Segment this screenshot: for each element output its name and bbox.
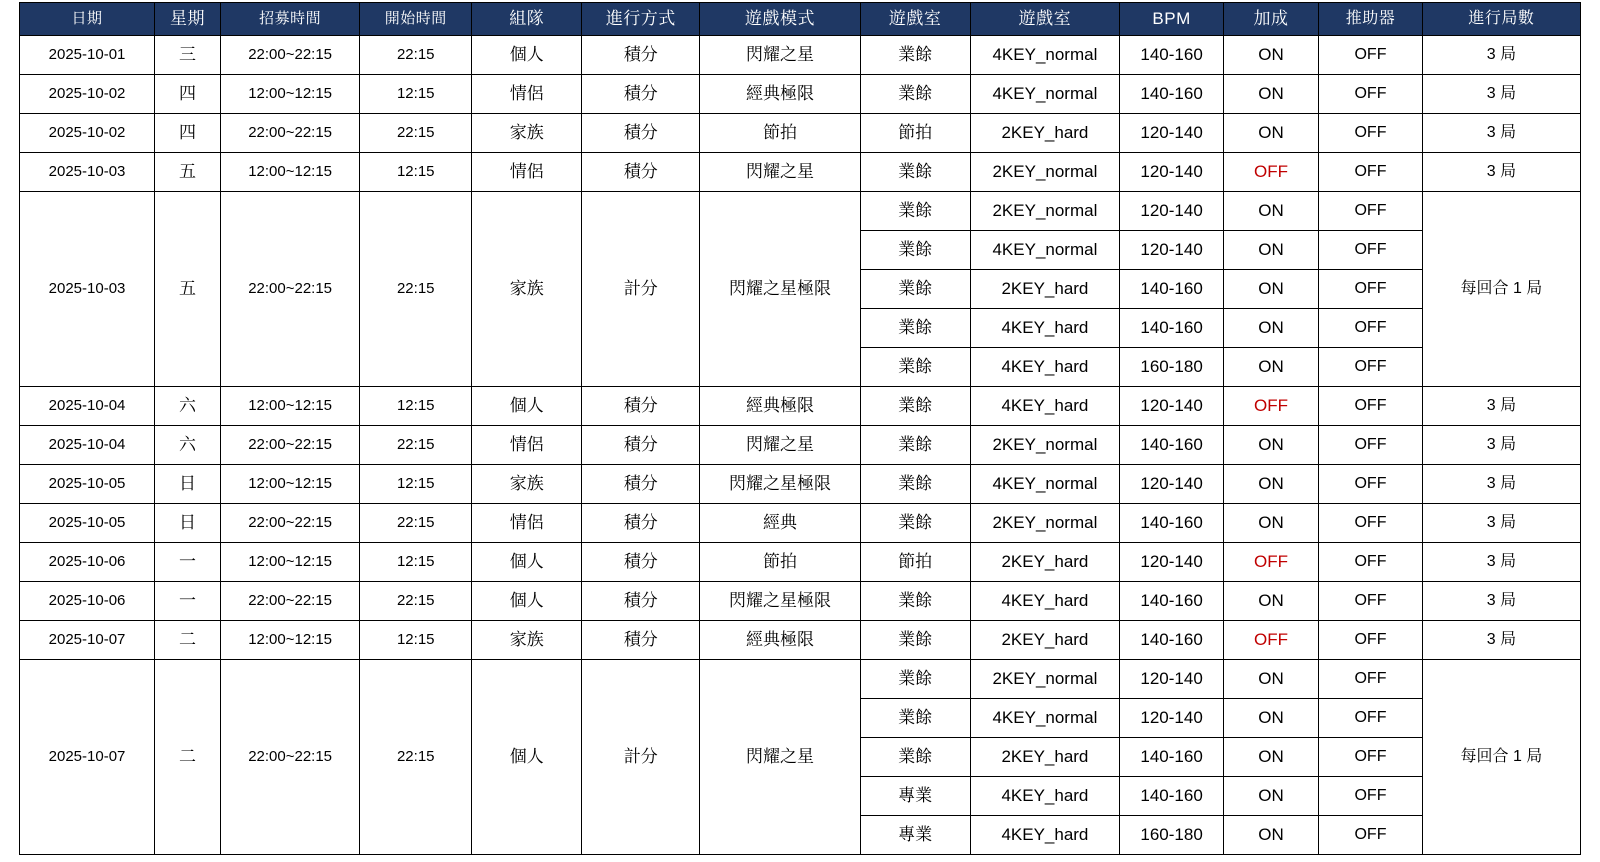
cell-buff: OFF: [1223, 621, 1318, 660]
cell-rounds: 3 局: [1422, 114, 1580, 153]
table-row: [20, 621, 1581, 660]
header-rounds: 進行局數: [1422, 3, 1580, 36]
cell-bpm: 120-140: [1120, 153, 1224, 192]
cell-weekday: 三: [155, 36, 221, 75]
cell-assist: OFF: [1319, 738, 1423, 777]
cell-game-room-2: 4KEY_hard: [970, 816, 1120, 855]
cell-assist: OFF: [1319, 621, 1423, 660]
cell-date: 2025-10-03: [20, 192, 155, 387]
cell-team: 家族: [472, 621, 582, 660]
cell-team: 個人: [472, 660, 582, 855]
cell-weekday: 日: [155, 465, 221, 504]
cell-assist: OFF: [1319, 387, 1423, 426]
cell-start-time: 22:15: [360, 426, 472, 465]
cell-team: 家族: [472, 114, 582, 153]
cell-method: 積分: [582, 504, 700, 543]
cell-game-room-2: 4KEY_hard: [970, 309, 1120, 348]
cell-start-time: 12:15: [360, 387, 472, 426]
cell-game-room-1: 業餘: [860, 465, 970, 504]
cell-assist: OFF: [1319, 309, 1423, 348]
cell-game-room-2: 2KEY_normal: [970, 426, 1120, 465]
cell-game-room-2: 4KEY_hard: [970, 348, 1120, 387]
cell-bpm: 160-180: [1120, 816, 1224, 855]
cell-game-mode: 經典極限: [700, 621, 860, 660]
cell-game-mode: 節拍: [700, 543, 860, 582]
cell-assist: OFF: [1319, 75, 1423, 114]
cell-bpm: 120-140: [1120, 387, 1224, 426]
cell-recruit-time: 22:00~22:15: [221, 36, 360, 75]
cell-bpm: 120-140: [1120, 543, 1224, 582]
table-row: [20, 465, 1581, 504]
table-row: [20, 426, 1581, 465]
cell-game-room-2: 2KEY_normal: [970, 192, 1120, 231]
cell-team: 個人: [472, 543, 582, 582]
cell-bpm: 120-140: [1120, 231, 1224, 270]
header-assist: 推助器: [1319, 3, 1423, 36]
cell-buff: ON: [1223, 75, 1318, 114]
cell-method: 積分: [582, 114, 700, 153]
cell-assist: OFF: [1319, 699, 1423, 738]
cell-game-room-1: 業餘: [860, 348, 970, 387]
cell-rounds: 每回合 1 局: [1422, 192, 1580, 387]
schedule-container: [19, 0, 1581, 855]
cell-team: 家族: [472, 192, 582, 387]
cell-game-room-2: 2KEY_normal: [970, 660, 1120, 699]
cell-bpm: 140-160: [1120, 621, 1224, 660]
cell-start-time: 12:15: [360, 153, 472, 192]
cell-game-room-1: 業餘: [860, 582, 970, 621]
table-row: [20, 582, 1581, 621]
header-date: 日期: [20, 3, 155, 36]
cell-date: 2025-10-01: [20, 36, 155, 75]
cell-recruit-time: 12:00~12:15: [221, 75, 360, 114]
cell-recruit-time: 12:00~12:15: [221, 621, 360, 660]
cell-start-time: 22:15: [360, 504, 472, 543]
cell-bpm: 120-140: [1120, 192, 1224, 231]
cell-weekday: 二: [155, 660, 221, 855]
cell-weekday: 五: [155, 153, 221, 192]
cell-recruit-time: 22:00~22:15: [221, 504, 360, 543]
cell-rounds: 3 局: [1422, 36, 1580, 75]
cell-assist: OFF: [1319, 465, 1423, 504]
cell-bpm: 120-140: [1120, 660, 1224, 699]
cell-game-room-2: 4KEY_hard: [970, 582, 1120, 621]
cell-rounds: 3 局: [1422, 387, 1580, 426]
cell-rounds: 3 局: [1422, 621, 1580, 660]
table-row: [20, 387, 1581, 426]
cell-method: 積分: [582, 582, 700, 621]
cell-date: 2025-10-07: [20, 621, 155, 660]
cell-game-room-1: 業餘: [860, 621, 970, 660]
cell-game-room-1: 專業: [860, 777, 970, 816]
cell-weekday: 四: [155, 75, 221, 114]
cell-weekday: 五: [155, 192, 221, 387]
cell-weekday: 日: [155, 504, 221, 543]
cell-game-room-1: 業餘: [860, 426, 970, 465]
header-bpm: BPM: [1120, 3, 1224, 36]
cell-assist: OFF: [1319, 816, 1423, 855]
cell-rounds: 3 局: [1422, 582, 1580, 621]
cell-recruit-time: 22:00~22:15: [221, 426, 360, 465]
cell-method: 計分: [582, 192, 700, 387]
cell-buff: ON: [1223, 36, 1318, 75]
cell-bpm: 140-160: [1120, 738, 1224, 777]
cell-game-mode: 經典極限: [700, 75, 860, 114]
header-buff: 加成: [1223, 3, 1318, 36]
cell-assist: OFF: [1319, 192, 1423, 231]
cell-method: 積分: [582, 465, 700, 504]
cell-buff: ON: [1223, 270, 1318, 309]
cell-game-room-1: 業餘: [860, 309, 970, 348]
cell-game-room-1: 業餘: [860, 231, 970, 270]
cell-buff: ON: [1223, 348, 1318, 387]
cell-buff: ON: [1223, 465, 1318, 504]
cell-buff: ON: [1223, 816, 1318, 855]
cell-date: 2025-10-07: [20, 660, 155, 855]
cell-buff: ON: [1223, 114, 1318, 153]
cell-game-room-2: 2KEY_hard: [970, 738, 1120, 777]
cell-rounds: 3 局: [1422, 75, 1580, 114]
cell-game-room-2: 4KEY_normal: [970, 231, 1120, 270]
cell-game-room-2: 4KEY_hard: [970, 387, 1120, 426]
header-method: 進行方式: [582, 3, 700, 36]
cell-game-mode: 閃耀之星極限: [700, 465, 860, 504]
cell-assist: OFF: [1319, 504, 1423, 543]
cell-game-room-2: 4KEY_normal: [970, 465, 1120, 504]
cell-recruit-time: 12:00~12:15: [221, 543, 360, 582]
cell-rounds: 3 局: [1422, 504, 1580, 543]
cell-bpm: 120-140: [1120, 465, 1224, 504]
cell-game-room-2: 4KEY_hard: [970, 777, 1120, 816]
cell-date: 2025-10-02: [20, 114, 155, 153]
cell-team: 個人: [472, 387, 582, 426]
cell-team: 家族: [472, 465, 582, 504]
table-row: [20, 192, 1581, 231]
table-row: [20, 543, 1581, 582]
cell-game-mode: 閃耀之星: [700, 660, 860, 855]
cell-method: 計分: [582, 660, 700, 855]
cell-buff: ON: [1223, 660, 1318, 699]
cell-method: 積分: [582, 75, 700, 114]
cell-game-room-1: 業餘: [860, 504, 970, 543]
cell-weekday: 六: [155, 387, 221, 426]
cell-game-room-2: 4KEY_normal: [970, 36, 1120, 75]
cell-start-time: 22:15: [360, 114, 472, 153]
table-row: [20, 660, 1581, 699]
cell-start-time: 22:15: [360, 660, 472, 855]
header-game-room-1: 遊戲室: [860, 3, 970, 36]
cell-game-mode: 經典極限: [700, 387, 860, 426]
cell-weekday: 一: [155, 582, 221, 621]
cell-start-time: 22:15: [360, 582, 472, 621]
cell-team: 情侶: [472, 153, 582, 192]
table-row: [20, 36, 1581, 75]
cell-assist: OFF: [1319, 36, 1423, 75]
cell-team: 情侶: [472, 426, 582, 465]
cell-method: 積分: [582, 387, 700, 426]
cell-team: 個人: [472, 582, 582, 621]
header-start-time: 開始時間: [360, 3, 472, 36]
cell-team: 個人: [472, 36, 582, 75]
cell-start-time: 22:15: [360, 36, 472, 75]
cell-game-room-2: 2KEY_hard: [970, 621, 1120, 660]
cell-recruit-time: 22:00~22:15: [221, 192, 360, 387]
header-weekday: 星期: [155, 3, 221, 36]
cell-buff: ON: [1223, 738, 1318, 777]
cell-method: 積分: [582, 426, 700, 465]
cell-game-room-1: 業餘: [860, 699, 970, 738]
cell-recruit-time: 22:00~22:15: [221, 660, 360, 855]
cell-game-room-1: 業餘: [860, 75, 970, 114]
table-row: [20, 75, 1581, 114]
cell-game-room-2: 4KEY_normal: [970, 699, 1120, 738]
cell-game-room-1: 專業: [860, 816, 970, 855]
cell-game-mode: 閃耀之星極限: [700, 582, 860, 621]
cell-assist: OFF: [1319, 270, 1423, 309]
cell-buff: ON: [1223, 192, 1318, 231]
header-recruit-time: 招募時間: [221, 3, 360, 36]
cell-weekday: 一: [155, 543, 221, 582]
cell-game-mode: 閃耀之星: [700, 153, 860, 192]
cell-game-room-2: 2KEY_hard: [970, 270, 1120, 309]
cell-date: 2025-10-05: [20, 504, 155, 543]
cell-bpm: 140-160: [1120, 270, 1224, 309]
header-team: 組隊: [472, 3, 582, 36]
cell-assist: OFF: [1319, 348, 1423, 387]
cell-rounds: 每回合 1 局: [1422, 660, 1580, 855]
cell-game-room-1: 業餘: [860, 270, 970, 309]
cell-game-room-2: 2KEY_hard: [970, 114, 1120, 153]
cell-buff: ON: [1223, 426, 1318, 465]
cell-date: 2025-10-05: [20, 465, 155, 504]
cell-game-room-2: 2KEY_normal: [970, 153, 1120, 192]
cell-game-mode: 閃耀之星: [700, 426, 860, 465]
cell-bpm: 140-160: [1120, 504, 1224, 543]
cell-start-time: 12:15: [360, 465, 472, 504]
cell-buff: OFF: [1223, 387, 1318, 426]
cell-bpm: 140-160: [1120, 36, 1224, 75]
cell-game-room-1: 節拍: [860, 543, 970, 582]
table-row: [20, 504, 1581, 543]
cell-buff: ON: [1223, 699, 1318, 738]
cell-game-mode: 閃耀之星極限: [700, 192, 860, 387]
cell-buff: ON: [1223, 777, 1318, 816]
cell-game-room-1: 業餘: [860, 660, 970, 699]
cell-start-time: 12:15: [360, 621, 472, 660]
cell-start-time: 12:15: [360, 75, 472, 114]
cell-date: 2025-10-06: [20, 543, 155, 582]
cell-buff: OFF: [1223, 543, 1318, 582]
cell-buff: OFF: [1223, 153, 1318, 192]
cell-start-time: 12:15: [360, 543, 472, 582]
cell-game-room-1: 業餘: [860, 36, 970, 75]
cell-bpm: 160-180: [1120, 348, 1224, 387]
table-body: [20, 36, 1581, 855]
cell-game-room-2: 2KEY_normal: [970, 504, 1120, 543]
cell-rounds: 3 局: [1422, 153, 1580, 192]
cell-bpm: 120-140: [1120, 699, 1224, 738]
cell-team: 情侶: [472, 75, 582, 114]
cell-bpm: 140-160: [1120, 309, 1224, 348]
cell-team: 情侶: [472, 504, 582, 543]
cell-start-time: 22:15: [360, 192, 472, 387]
cell-assist: OFF: [1319, 660, 1423, 699]
cell-game-room-1: 業餘: [860, 192, 970, 231]
event-schedule-table: [19, 2, 1581, 855]
cell-method: 積分: [582, 153, 700, 192]
cell-game-room-1: 業餘: [860, 387, 970, 426]
cell-assist: OFF: [1319, 543, 1423, 582]
cell-method: 積分: [582, 543, 700, 582]
cell-game-room-2: 4KEY_normal: [970, 75, 1120, 114]
cell-game-room-1: 業餘: [860, 153, 970, 192]
cell-game-room-1: 節拍: [860, 114, 970, 153]
cell-weekday: 二: [155, 621, 221, 660]
cell-assist: OFF: [1319, 426, 1423, 465]
cell-rounds: 3 局: [1422, 465, 1580, 504]
cell-buff: ON: [1223, 309, 1318, 348]
cell-assist: OFF: [1319, 153, 1423, 192]
cell-bpm: 140-160: [1120, 426, 1224, 465]
header-game-mode: 遊戲模式: [700, 3, 860, 36]
cell-assist: OFF: [1319, 582, 1423, 621]
cell-assist: OFF: [1319, 114, 1423, 153]
cell-bpm: 140-160: [1120, 75, 1224, 114]
cell-date: 2025-10-06: [20, 582, 155, 621]
table-header: [20, 3, 1581, 36]
cell-recruit-time: 22:00~22:15: [221, 582, 360, 621]
cell-recruit-time: 12:00~12:15: [221, 153, 360, 192]
cell-bpm: 140-160: [1120, 582, 1224, 621]
cell-method: 積分: [582, 621, 700, 660]
cell-weekday: 四: [155, 114, 221, 153]
cell-assist: OFF: [1319, 777, 1423, 816]
cell-date: 2025-10-04: [20, 387, 155, 426]
cell-date: 2025-10-03: [20, 153, 155, 192]
cell-game-mode: 閃耀之星: [700, 36, 860, 75]
cell-bpm: 140-160: [1120, 777, 1224, 816]
cell-game-mode: 節拍: [700, 114, 860, 153]
cell-buff: ON: [1223, 504, 1318, 543]
header-game-room-2: 遊戲室: [970, 3, 1120, 36]
cell-assist: OFF: [1319, 231, 1423, 270]
table-row: [20, 153, 1581, 192]
cell-game-room-1: 業餘: [860, 738, 970, 777]
cell-date: 2025-10-04: [20, 426, 155, 465]
cell-weekday: 六: [155, 426, 221, 465]
cell-game-room-2: 2KEY_hard: [970, 543, 1120, 582]
cell-game-mode: 經典: [700, 504, 860, 543]
table-row: [20, 114, 1581, 153]
cell-rounds: 3 局: [1422, 543, 1580, 582]
cell-method: 積分: [582, 36, 700, 75]
header-row: [20, 3, 1581, 36]
cell-buff: ON: [1223, 582, 1318, 621]
cell-buff: ON: [1223, 231, 1318, 270]
cell-bpm: 120-140: [1120, 114, 1224, 153]
cell-date: 2025-10-02: [20, 75, 155, 114]
cell-recruit-time: 22:00~22:15: [221, 114, 360, 153]
cell-rounds: 3 局: [1422, 426, 1580, 465]
cell-recruit-time: 12:00~12:15: [221, 465, 360, 504]
cell-recruit-time: 12:00~12:15: [221, 387, 360, 426]
